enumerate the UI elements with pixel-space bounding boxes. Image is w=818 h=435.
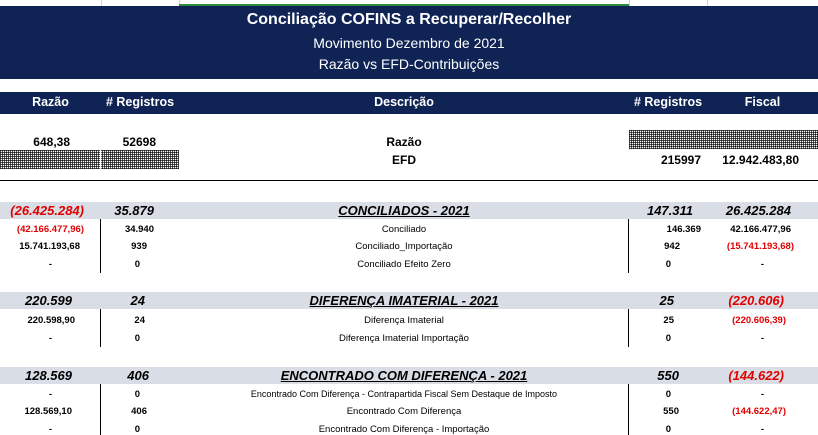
row-razao: 15.741.193,68 — [19, 241, 80, 252]
row-fiscal: (144.622,47) — [732, 406, 786, 417]
row-fiscal: - — [760, 424, 764, 435]
row-registros-right: 0 — [665, 424, 671, 435]
row-registros-right: 550 — [663, 406, 679, 417]
section-fiscal-total: (220.606) — [728, 293, 784, 308]
row-razao: - — [48, 259, 52, 270]
masked-cells — [629, 130, 818, 149]
row-registros-right: 0 — [665, 389, 671, 400]
header-registros-right: # Registros — [633, 95, 703, 109]
summary-efd-registros: 215997 — [660, 153, 701, 167]
report-title: Conciliação COFINS a Recuperar/Recolher — [246, 11, 572, 28]
row-fiscal: - — [760, 259, 764, 270]
row-fiscal: (220.606,39) — [732, 315, 786, 326]
summary-label-razao: Razão — [386, 135, 422, 149]
section-title: ENCONTRADO COM DIFERENÇA - 2021 — [280, 368, 528, 383]
summary-razao-registros: 52698 — [122, 135, 156, 149]
masked-cells — [0, 150, 179, 169]
section-title: CONCILIADOS - 2021 — [338, 203, 470, 218]
row-description: Diferença Imaterial — [364, 315, 444, 326]
report-subtitle-period: Movimento Dezembro de 2021 — [313, 35, 505, 51]
summary-efd-value: 12.942.483,80 — [722, 153, 799, 167]
header-razao: Razão — [32, 95, 69, 109]
row-razao: (42.166.477,96) — [16, 224, 84, 235]
row-razao: - — [48, 389, 52, 400]
row-registros-left: 0 — [134, 424, 140, 435]
row-fiscal: - — [760, 333, 764, 344]
row-description: Conciliado_Importação — [355, 241, 453, 252]
section-registros-right: 25 — [659, 293, 674, 308]
row-registros-right: 146.369 — [666, 224, 701, 235]
section-registros-right: 550 — [657, 368, 679, 383]
header-descricao: Descrição — [374, 95, 434, 109]
row-description: Encontrado Com Diferença - Contrapartida Fiscal Sem Destaque de Imposto — [250, 389, 558, 399]
row-fiscal: 42.166.477,96 — [730, 224, 791, 235]
row-razao: 128.569,10 — [24, 406, 72, 417]
row-registros-right: 25 — [663, 315, 674, 326]
row-fiscal: - — [760, 389, 764, 400]
summary-razao-value: 648,38 — [33, 135, 70, 149]
section-title: DIFERENÇA IMATERIAL - 2021 — [309, 293, 499, 308]
row-registros-left: 406 — [131, 406, 147, 417]
row-description: Diferença Imaterial Importação — [339, 333, 469, 344]
row-registros-left: 939 — [131, 241, 147, 252]
row-registros-left: 0 — [134, 389, 140, 400]
row-razao: - — [48, 424, 52, 435]
section-registros-left: 35.879 — [114, 203, 154, 218]
row-fiscal: (15.741.193,68) — [726, 241, 794, 252]
row-registros-left: 0 — [134, 333, 140, 344]
row-description: Conciliado Efeito Zero — [357, 259, 451, 270]
report-subtitle-comparison: Razão vs EFD-Contribuições — [318, 56, 500, 72]
summary-label-efd: EFD — [392, 153, 416, 167]
section-registros-left: 406 — [127, 368, 149, 383]
summary-divider — [0, 180, 818, 181]
row-description: Encontrado Com Diferença — [346, 406, 462, 417]
section-razao-total: 128.569 — [25, 368, 72, 383]
section-fiscal-total: 26.425.284 — [725, 203, 791, 218]
row-registros-right: 942 — [664, 241, 680, 252]
section-registros-right: 147.311 — [646, 203, 693, 218]
row-registros-right: 0 — [665, 333, 671, 344]
section-razao-total: 220.599 — [25, 293, 72, 308]
row-razao: - — [48, 333, 52, 344]
row-registros-right: 0 — [665, 259, 671, 270]
header-registros-left: # Registros — [105, 95, 175, 109]
row-registros-left: 24 — [134, 315, 145, 326]
section-razao-total: (26.425.284) — [10, 203, 84, 218]
row-registros-left: 34.940 — [124, 224, 154, 235]
row-description: Conciliado — [381, 224, 427, 235]
header-fiscal: Fiscal — [744, 95, 781, 109]
section-registros-left: 24 — [130, 293, 145, 308]
row-registros-left: 0 — [134, 259, 140, 270]
row-razao: 220.598,90 — [27, 315, 75, 326]
cell-divider — [100, 150, 101, 169]
row-description: Encontrado Com Diferença - Importação — [318, 424, 490, 435]
section-fiscal-total: (144.622) — [728, 368, 784, 383]
